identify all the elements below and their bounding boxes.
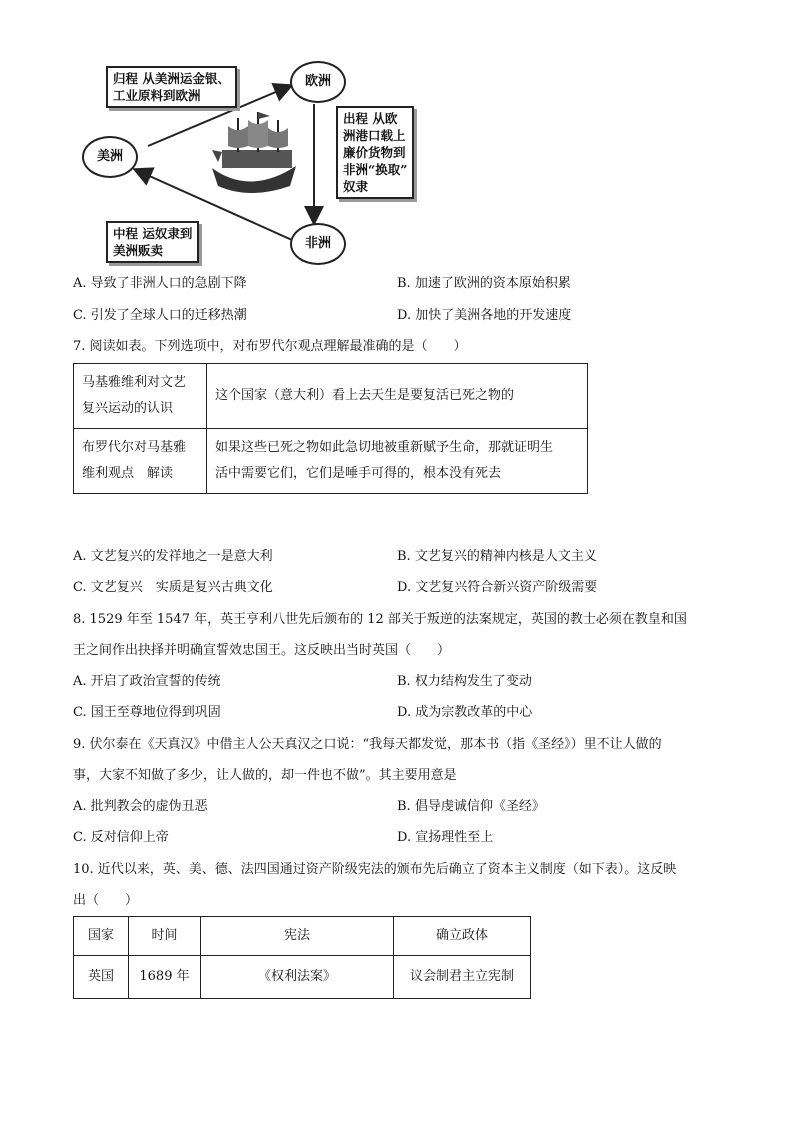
q6-option-c: C. 引发了全球人口的迁移热潮 [73,308,247,323]
q8-stem-line-2: 王之间作出抉择并明确宣誓效忠国王。这反映出当时英国（ ） [73,643,451,658]
q9-stem-line-2: 事，大家不知做了多少，让人做的，却一件也不做”。其主要用意是 [73,768,457,783]
q7-option-a: A. 文艺复兴的发祥地之一是意大利 [73,549,273,564]
table-header-cell: 时间 [129,917,201,956]
table-cell: 议会制君主立宪制 [394,956,531,999]
q10-stem-line-1: 10. 近代以来，英、美、德、法四国通过资产阶级宪法的颁布先后确立了资本主义制度（如下表）。这反映 [73,862,677,877]
q8-option-c: C. 国王至尊地位得到巩固 [73,705,221,720]
q9-option-a: A. 批判教会的虚伪丑恶 [73,799,208,814]
q8-option-b: B. 权力结构发生了变动 [397,674,532,689]
q9-option-d: D. 宣扬理性至上 [397,830,494,845]
table-cell: 马基雅维利对文艺 复兴运动的认识 [74,364,207,429]
q6-option-b: B. 加速了欧洲的资本原始积累 [397,276,571,291]
table-header-cell: 宪法 [201,917,394,956]
q10-table [73,916,531,999]
table-cell: 这个国家（意大利）看上去天生是要复活已死之物的 [207,364,588,429]
q7-option-b: B. 文艺复兴的精神内核是人文主义 [397,549,597,564]
africa-node: 非洲 [290,223,346,265]
q6-option-d: D. 加快了美洲各地的开发速度 [397,308,572,323]
q9-option-b: B. 倡导虔诚信仰《圣经》 [397,799,545,814]
table-header-row [74,917,531,956]
table-cell: 英国 [74,956,129,999]
q7-table [73,363,588,494]
table-row [74,429,588,494]
america-node: 美洲 [82,136,138,178]
sailing-ship-icon [212,112,296,193]
table-cell: 如果这些已死之物如此急切地被重新赋予生命，那就证明生 活中需要它们，它们是唾手可得的，根本没有死去 [207,429,588,494]
middle-leg-label: 中程 运奴隶到 美洲贩卖 [106,221,199,263]
q8-option-d: D. 成为宗教改革的中心 [397,705,533,720]
q7-option-d: D. 文艺复兴符合新兴资产阶级需要 [397,580,598,595]
table-cell: 《权利法案》 [201,956,394,999]
table-row [74,956,531,999]
q9-stem-line-1: 9. 伏尔泰在《天真汉》中借主人公天真汉之口说：“我每天都发觉，那本书（指《圣经》）里不让人做的 [73,737,662,752]
return-leg-label: 归程 从美洲运金银、 工业原料到欧洲 [106,66,237,108]
table-cell: 布罗代尔对马基雅 维利观点 解读 [74,429,207,494]
table-header-cell: 确立政体 [394,917,531,956]
q7-stem: 7. 阅读如表。下列选项中，对布罗代尔观点理解最准确的是（ ） [73,339,467,354]
table-cell: 1689 年 [129,956,201,999]
table-row [74,364,588,429]
q8-stem-line-1: 8. 1529 年至 1547 年，英王亨利八世先后颁布的 12 部关于叛逆的法案规定，英国的教士必须在教皇和国 [73,612,687,627]
outbound-leg-label: 出程 从欧 洲港口载上 廉价货物到 非洲“换取” 奴隶 [336,106,414,199]
q9-option-c: C. 反对信仰上帝 [73,830,169,845]
q8-option-a: A. 开启了政治宣誓的传统 [73,674,221,689]
q6-option-a: A. 导致了非洲人口的急剧下降 [73,276,247,291]
table-header-cell: 国家 [74,917,129,956]
q10-stem-line-2: 出（ ） [73,893,139,908]
q7-option-c: C. 文艺复兴 实质是复兴古典文化 [73,580,273,595]
europe-node: 欧洲 [290,61,346,103]
